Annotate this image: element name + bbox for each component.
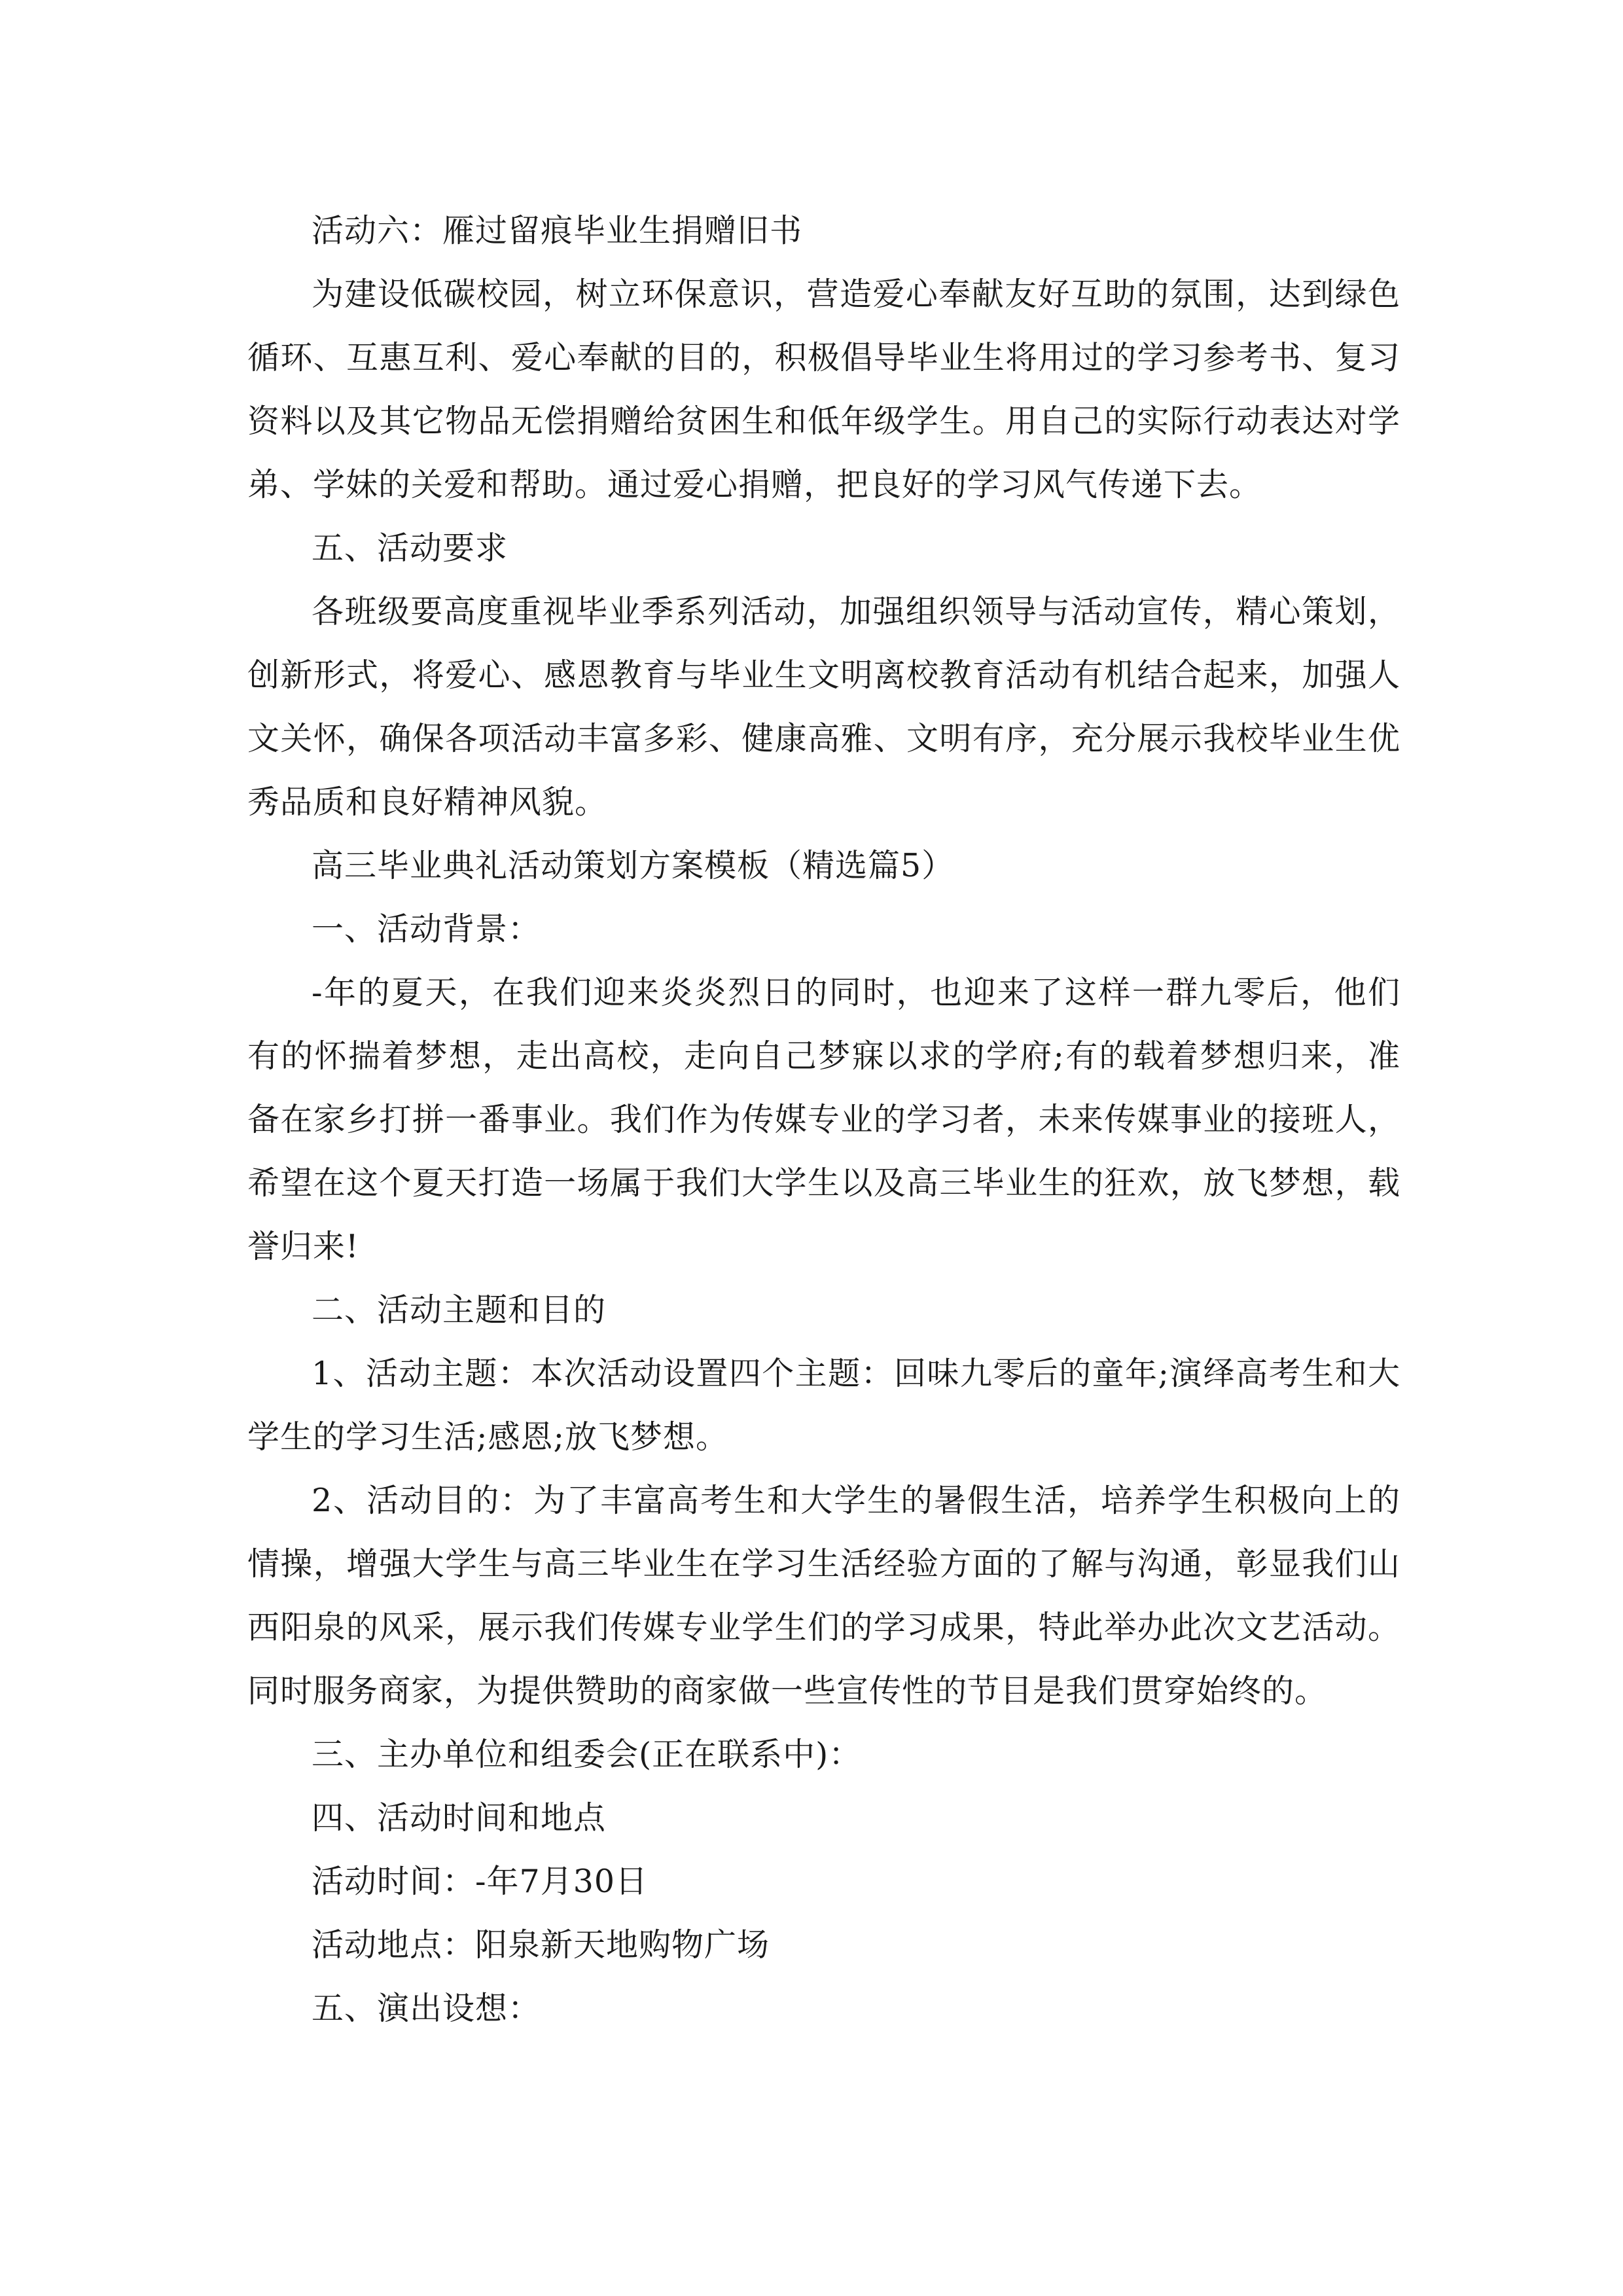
document-body	[247, 199, 1400, 2040]
organizer-heading: 三、主办单位和组委会(正在联系中)：	[312, 1736, 862, 1773]
section-five-heading: 五、活动要求	[312, 529, 508, 567]
theme-body: 1、活动主题：本次活动设置四个主题：回味九零后的童年;演绎高考生和大学生的学习生活;感恩;放飞梦想。	[247, 1355, 1400, 1456]
template-title: 高三毕业典礼活动策划方案模板（精选篇5）	[312, 847, 955, 884]
section-five-body: 各班级要高度重视毕业季系列活动，加强组织领导与活动宣传，精心策划，创新形式，将爱心、感恩教育与毕业生文明离校教育活动有机结合起来，加强人文关怀，确保各项活动丰富多彩、健康高雅、文明有序，充分展示我校毕业生优秀品质和良好精神风貌。	[247, 593, 1400, 821]
theme-purpose-heading: 二、活动主题和目的	[312, 1291, 607, 1329]
performance-plan-heading: 五、演出设想：	[312, 1990, 541, 2027]
activity-six-body: 为建设低碳校园，树立环保意识，营造爱心奉献友好互助的氛围，达到绿色循环、互惠互利、爱心奉献的目的，积极倡导毕业生将用过的学习参考书、复习资料以及其它物品无偿捐赠给贫困生和低年级学生。用自己的实际行动表达对学弟、学妹的关爱和帮助。通过爱心捐赠，把良好的学习风气传递下去。	[247, 276, 1400, 503]
activity-place: 活动地点：阳泉新天地购物广场	[312, 1926, 770, 1964]
background-body: -年的夏天，在我们迎来炎炎烈日的同时，也迎来了这样一群九零后，他们有的怀揣着梦想，走出高校，走向自己梦寐以求的学府;有的载着梦想归来，准备在家乡打拼一番事业。我们作为传媒专业的学习者，未来传媒事业的接班人，希望在这个夏天打造一场属于我们大学生以及高三毕业生的狂欢，放飞梦想，载誉归来!	[247, 974, 1400, 1265]
activity-six-heading: 活动六：雁过留痕毕业生捐赠旧书	[312, 212, 803, 249]
purpose-body: 2、活动目的：为了丰富高考生和大学生的暑假生活，培养学生积极向上的情操，增强大学生与高三毕业生在学习生活经验方面的了解与沟通，彰显我们山西阳泉的风采，展示我们传媒专业学生们的学习成果，特此举办此次文艺活动。同时服务商家，为提供赞助的商家做一些宣传性的节目是我们贯穿始终的。	[247, 1482, 1400, 1710]
background-heading: 一、活动背景：	[312, 910, 541, 948]
activity-time: 活动时间：-年7月30日	[312, 1863, 649, 1900]
time-place-heading: 四、活动时间和地点	[312, 1799, 607, 1837]
